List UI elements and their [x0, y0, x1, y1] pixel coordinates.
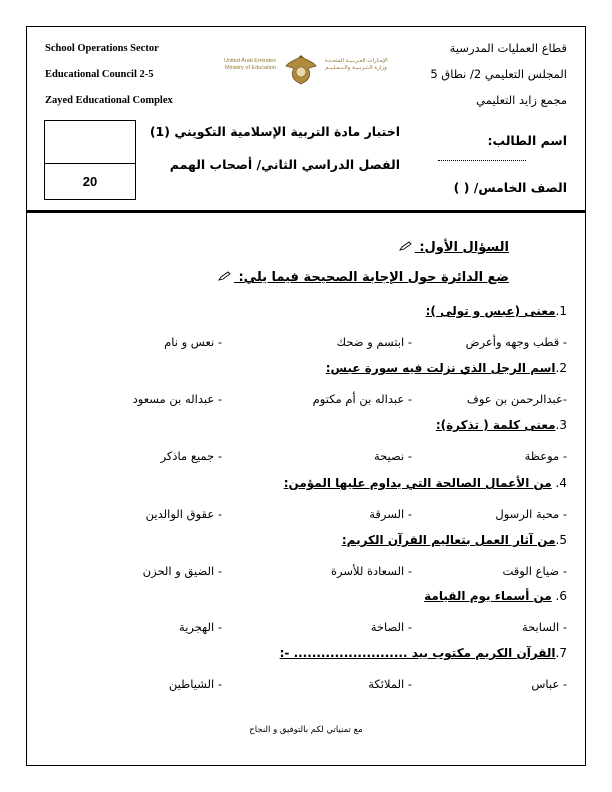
uae-emblem-icon — [283, 52, 319, 88]
ministry-ar: الإمـارات العـربـيـة المتحـدة وزارة الـتـربـيـة والـتـعـلـيـم — [325, 58, 388, 71]
q4-option-1[interactable]: - محبة الرسول — [495, 507, 567, 521]
council-en: Educational Council 2-5 — [45, 69, 154, 80]
student-name-label: اسم الطالب: — [487, 133, 567, 148]
q5-option-2[interactable]: - السعادة للأسرة — [331, 564, 412, 578]
q5-option-3[interactable]: - الضيق و الحزن — [142, 564, 222, 578]
ministry-en: United Arab Emirates Ministry of Education — [224, 58, 276, 71]
q5-option-1[interactable]: - ضياع الوقت — [502, 564, 567, 578]
q6-option-1[interactable]: - السابحة — [521, 620, 567, 634]
q1-option-3[interactable]: - نعس و نام — [164, 335, 222, 349]
exam-title: اختبار مادة التربية الإسلامية التكويني (1) — [149, 124, 400, 139]
q6-option-2[interactable]: - الصاخة — [370, 620, 412, 634]
total-score: 20 — [82, 174, 98, 189]
q4-option-3[interactable]: - عقوق الوالدين — [145, 507, 222, 521]
council-ar: المجلس التعليمي 2/ نطاق 5 — [430, 67, 567, 81]
question-7: 7.القرآن الكريم مكتوب بيد ......................... -: — [279, 646, 567, 660]
grade-label: الصف الخامس/ ( ) — [453, 180, 567, 195]
school-sector-en: School Operations Sector — [45, 43, 159, 54]
q3-option-2[interactable]: - نصيحة — [373, 449, 412, 463]
student-name-field[interactable] — [438, 160, 526, 161]
question-1: 1.معنى (عبس و تولى ): — [425, 304, 567, 318]
header-divider — [26, 210, 586, 213]
q1-option-2[interactable]: - ابتسم و ضحك — [336, 335, 412, 349]
q7-option-2[interactable]: - الملائكة — [368, 677, 412, 691]
pencil-icon — [218, 271, 231, 281]
complex-en: Zayed Educational Complex — [45, 95, 173, 106]
q2-option-1[interactable]: -عبدالرحمن بن عوف — [466, 392, 567, 406]
q2-option-2[interactable]: - عبداله بن أم مكتوم — [312, 392, 412, 406]
q7-option-1[interactable]: - عباس — [531, 677, 567, 691]
q3-option-1[interactable]: - موعظة — [524, 449, 567, 463]
q7-option-3[interactable]: - الشياطين — [168, 677, 222, 691]
score-box — [44, 120, 136, 200]
q4-option-2[interactable]: - السرقة — [369, 507, 412, 521]
question-2: 2.اسم الرجل الذي نزلت فيه سورة عبس: — [325, 361, 567, 375]
q6-option-3[interactable]: - الهجرية — [179, 620, 222, 634]
section-instruction: ضع الدائرة حول الإجابة الصحيحة فيما يلي: — [218, 270, 509, 285]
complex-ar: مجمع زايد التعليمي — [476, 93, 567, 107]
footer-note: مع تمنياتي لكم بالتوفيق و النجاح — [249, 725, 363, 735]
section-heading: السؤال الأول: — [399, 240, 509, 255]
q1-option-1[interactable]: - قطب وجهه وأعرض — [465, 335, 567, 349]
pencil-icon — [399, 241, 412, 251]
q2-option-3[interactable]: - عبداله بن مسعود — [132, 392, 222, 406]
question-3: 3.معنى كلمة ( تذكرة): — [435, 418, 567, 432]
exam-subtitle: الفصل الدراسي الثاني/ أصحاب الهمم — [169, 157, 400, 172]
question-5: 5.من آثار العمل بتعاليم القرآن الكريم: — [341, 533, 567, 547]
question-6: 6. من أسماء يوم القيامة — [424, 589, 567, 603]
question-4: 4. من الأعمال الصالحة التي يداوم عليها المؤمن: — [283, 476, 567, 490]
q3-option-3[interactable]: - جميع ماذكر — [160, 449, 222, 463]
school-sector-ar: قطاع العمليات المدرسية — [449, 41, 567, 55]
